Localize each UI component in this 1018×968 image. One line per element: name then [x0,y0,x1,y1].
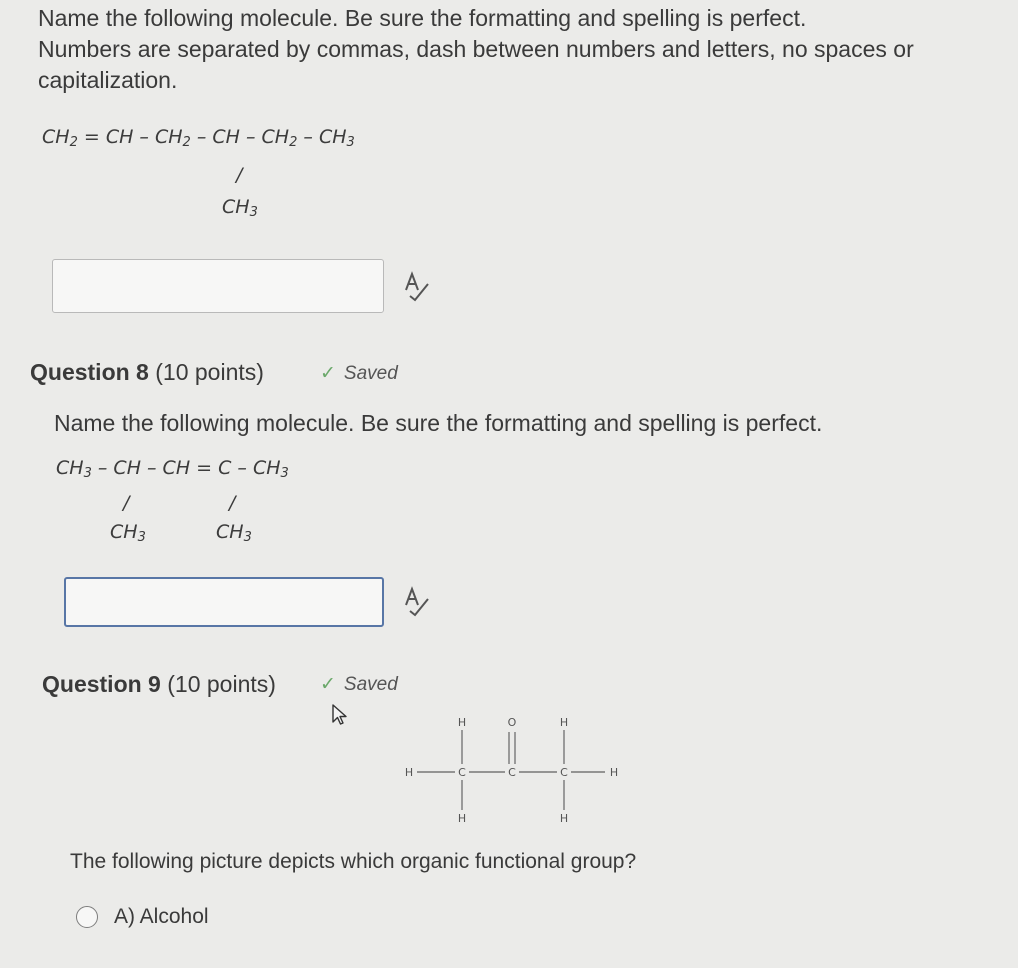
q7-spellcheck-icon[interactable] [400,270,434,304]
q9-title: Question 9 (10 points) [42,671,276,697]
atom-h-top-left: H [457,716,467,729]
q8-formula-bond-2: / [229,492,236,514]
q9-option-a[interactable] [76,905,209,929]
q8-formula-branch-2: $CH_3$ [216,521,252,545]
q8-formula-bond-1: / [123,492,130,514]
q7-formula-bond: / [236,164,243,186]
atom-h-bottom-left: H [457,812,467,825]
atom-h-left: H [404,766,414,779]
q8-prompt: Name the following molecule. Be sure the formatting and spelling is perfect. [54,410,823,436]
atom-h-bottom-right: H [559,812,569,825]
q7-formula-branch: $CH_3$ [222,196,258,220]
q9-structure-diagram [395,710,625,832]
q9-prompt: The following picture depicts which organic functional group? [70,850,637,873]
atom-c-left: C [458,766,466,779]
q7-prompt-line1: Name the following molecule. Be sure the formatting and spelling is perfect. [38,5,807,31]
q8-formula-branch-1: $CH_3$ [110,521,146,545]
atom-o: O [507,716,517,729]
q9-saved-status: ✓ Saved [320,674,398,695]
q8-checkmark-icon: ✓ [320,363,336,384]
q7-formula-main: $CH_2$ = CH – $CH_2$ – CH – $CH_2 - CH_3$ [42,126,355,150]
q9-option-a-label: A) Alcohol [114,905,209,928]
q9-option-a-radio[interactable] [76,906,98,928]
q7-prompt-line3: capitalization. [38,67,178,93]
q8-title: Question 8 (10 points) [30,359,264,385]
q7-answer-input[interactable] [52,259,384,313]
q8-formula-main: $CH_3$ – CH – CH = C – $CH_3$ [56,457,289,481]
q8-answer-input[interactable] [64,577,384,627]
atom-c-center: C [508,766,516,779]
atom-h-right: H [609,766,619,779]
atom-h-top-right: H [559,716,569,729]
atom-c-right: C [560,766,568,779]
q8-spellcheck-icon[interactable] [400,585,434,619]
q9-checkmark-icon: ✓ [320,674,336,695]
mouse-pointer-icon [330,703,350,727]
q8-saved-status: ✓ Saved [320,363,398,384]
q7-prompt-line2: Numbers are separated by commas, dash between numbers and letters, no spaces or [38,36,914,62]
